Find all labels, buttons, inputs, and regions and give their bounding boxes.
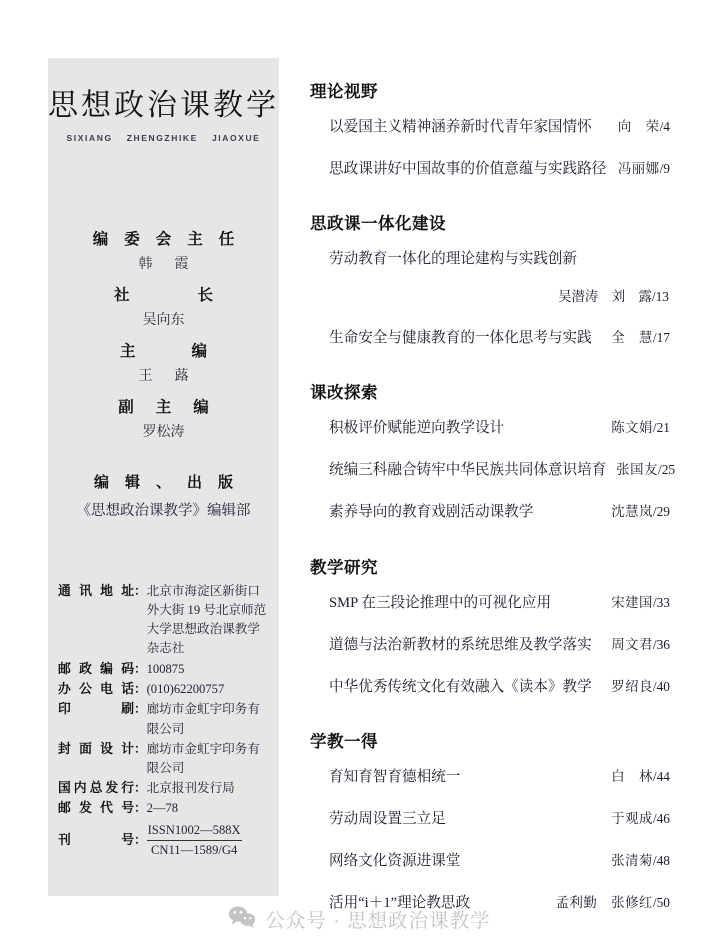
- entry-page: /: [659, 161, 664, 177]
- toc-entry[interactable]: [310, 460, 676, 481]
- contact-row-postcode: [58, 660, 267, 679]
- staff-role-deputy-editor: 副 主 编: [118, 399, 209, 416]
- contact-value-cover-design: [147, 740, 267, 778]
- entry-meta: [611, 677, 670, 696]
- toc-entry[interactable]: [310, 418, 670, 439]
- contact-value-printing: [147, 700, 267, 738]
- masthead: [48, 58, 279, 143]
- entry-page-number: 44: [656, 769, 670, 784]
- entry-page: /: [651, 289, 656, 305]
- entry-meta: [611, 809, 670, 828]
- contact-row-cover-design: [58, 740, 267, 778]
- wechat-account-badge[interactable]: [228, 905, 490, 934]
- publisher-label: 编 辑 、 出 版: [93, 475, 234, 491]
- section-title-learning-notes: 学教一得: [310, 733, 378, 751]
- pinyin-word-2: ZHENGZHIKE: [126, 133, 198, 143]
- section-title-teaching-research: 教学研究: [310, 558, 378, 577]
- cn-number: CN11—1589/G4: [150, 842, 238, 857]
- entry-author: 陈文娟: [611, 420, 653, 436]
- magazine-pinyin-subtitle: [48, 133, 279, 143]
- entry-page: /: [652, 594, 657, 610]
- entry-title: 网络文化资源进课堂: [329, 853, 461, 870]
- staff-role-editor-in-chief: 主 编: [119, 343, 208, 360]
- magazine-info-panel: [48, 58, 279, 896]
- contact-colon: ：: [134, 661, 147, 676]
- entry-page-number: 46: [656, 811, 670, 827]
- toc-entry[interactable]: [310, 117, 670, 138]
- entry-title: 劳动周设置三立足: [329, 811, 446, 828]
- printing-line-2: 限公司: [146, 721, 185, 736]
- entry-meta: [616, 460, 675, 479]
- entry-meta: [611, 502, 670, 521]
- contact-row-serial-number: [58, 822, 267, 860]
- contact-key-distributor: 国 内 总 发 行: [58, 781, 134, 795]
- entry-page: /: [657, 462, 662, 478]
- toc-entry[interactable]: [310, 851, 670, 872]
- entry-page-number: 25: [661, 462, 676, 478]
- entry-title: 以爱国主义精神涵养新时代青年家国情怀: [329, 119, 592, 135]
- entry-page-number: 21: [656, 420, 670, 436]
- cover-design-line-1: 廊坊市金虹宇印务有: [146, 741, 260, 756]
- entry-page: /: [652, 853, 657, 869]
- toc-section: [310, 728, 670, 915]
- entry-title: 素养导向的教育戏剧活动课教学: [329, 504, 534, 521]
- entry-title: 中华优秀传统文化有效融入《读本》教学: [329, 678, 592, 695]
- contact-key-printing: 印 刷: [58, 702, 134, 717]
- footer-banner: [0, 898, 719, 940]
- entry-author: 周文君: [611, 636, 653, 652]
- contact-row-printing: [58, 700, 267, 738]
- address-line-4: 杂志社: [146, 641, 185, 656]
- toc-entry[interactable]: [310, 593, 670, 614]
- entry-meta: [611, 851, 670, 870]
- publisher-block: [48, 471, 279, 520]
- wechat-icon: [228, 905, 256, 934]
- entry-author: 宋建国: [611, 594, 653, 610]
- section-title-integration: 思政课一体化建设: [310, 215, 446, 234]
- contact-value-distributor: 北京报刊发行局: [146, 781, 235, 795]
- entry-author: 张清菊: [611, 853, 653, 869]
- contact-key-postal-code-number: 邮 发 代 号: [58, 801, 134, 816]
- entry-page-number: 36: [656, 636, 670, 652]
- section-title-reform: 课改探索: [310, 384, 378, 403]
- entry-page: /: [652, 420, 657, 436]
- entry-page: /: [652, 895, 657, 911]
- toc-section: [310, 554, 670, 698]
- entry-page-number: 50: [656, 895, 670, 911]
- entry-page-number: 29: [656, 504, 670, 520]
- toc-section: [310, 210, 670, 349]
- magazine-title: 思想政治课教学: [48, 89, 279, 122]
- entry-meta: [618, 117, 670, 136]
- contact-colon: ：: [134, 584, 147, 598]
- address-line-1: 北京市海淀区新街口: [146, 584, 260, 598]
- entry-author: 罗绍良: [611, 678, 653, 694]
- contact-colon: ：: [134, 682, 147, 696]
- contact-value-serial-number: [147, 822, 267, 860]
- toc-entry[interactable]: [310, 635, 670, 656]
- toc-entry[interactable]: [310, 328, 670, 349]
- entry-page: /: [652, 769, 657, 784]
- entry-title: SMP 在三段论推理中的可视化应用: [329, 594, 552, 611]
- entry-meta: [611, 418, 670, 437]
- entry-title: 生命安全与健康教育的一体化思考与实践: [329, 329, 592, 346]
- contact-colon: ：: [134, 833, 147, 848]
- pinyin-word-3: JIAOXUE: [211, 133, 261, 143]
- serial-number-fraction: [147, 822, 242, 859]
- entry-page-number: 9: [663, 161, 670, 177]
- contact-key-postcode: 邮 政 编 码: [58, 661, 134, 676]
- entry-title: 劳动教育一体化的理论建构与实践创新: [329, 251, 578, 268]
- contact-row-postal-code-number: [58, 799, 267, 818]
- entry-title: 思政课讲好中国故事的价值意蕴与实践路径: [329, 161, 607, 178]
- contact-key-cover-design: 封 面 设 计: [58, 741, 134, 756]
- address-line-2: 外大街 19 号北京师范: [146, 603, 267, 618]
- contact-key-phone: 办 公 电 话: [58, 682, 134, 696]
- entry-meta: [611, 767, 670, 786]
- entry-page: /: [652, 329, 657, 345]
- entry-title: 积极评价赋能逆向教学设计: [329, 420, 505, 437]
- entry-page: /: [659, 119, 664, 134]
- contact-value-phone: (010)62200757: [146, 682, 225, 696]
- entry-page-number: 4: [663, 119, 670, 134]
- entry-author: 孟利勤 张修红: [555, 895, 653, 911]
- staff-role-chairman: 编 委 会 主 任: [92, 231, 235, 248]
- contact-colon: ：: [134, 781, 147, 795]
- contact-row-address: [58, 582, 267, 659]
- entry-author: 全 慧: [611, 329, 653, 345]
- contact-row-phone: [58, 680, 267, 699]
- toc-entry[interactable]: [310, 809, 670, 830]
- staff-name-chairman: 韩 霞: [138, 257, 189, 272]
- toc-entry[interactable]: [310, 159, 670, 180]
- toc-section: [310, 379, 676, 523]
- footer-text: 公众号 · 思想政治课教学: [265, 910, 491, 932]
- entry-author: 张国友: [616, 462, 658, 478]
- entry-title: 活用“i＋1”理论教思政: [329, 895, 471, 912]
- entry-page: /: [652, 678, 657, 694]
- contact-key-serial-number: 刊 号: [58, 833, 134, 848]
- publisher-name: 《思想政治课教学》编辑部: [76, 503, 251, 519]
- contact-row-distributor: [58, 779, 267, 798]
- entry-author: 吴潜涛 刘 露: [558, 289, 652, 305]
- contact-colon: ：: [134, 741, 147, 756]
- entry-page-number: 17: [656, 329, 670, 345]
- entry-page: /: [652, 504, 657, 520]
- staff-name-deputy-editor: 罗松涛: [142, 425, 185, 440]
- entry-page: /: [652, 636, 657, 652]
- contact-value-address: [147, 582, 267, 659]
- cover-design-line-2: 限公司: [146, 760, 185, 775]
- entry-meta: [611, 593, 670, 612]
- issn-number: ISSN1002—588X: [147, 822, 242, 841]
- pinyin-word-1: SIXIANG: [66, 133, 113, 143]
- entry-meta: [611, 635, 670, 654]
- entry-author: 白 林: [611, 769, 653, 784]
- entry-page: /: [652, 811, 657, 827]
- entry-title: 统编三科融合铸牢中华民族共同体意识培育: [329, 462, 607, 479]
- toc-section: [310, 78, 670, 180]
- contact-colon: ：: [134, 801, 147, 816]
- entry-title: 育知育智育德相统一: [329, 769, 461, 785]
- address-line-3: 大学思想政治课教学: [146, 622, 260, 637]
- entry-title: 道德与法治新教材的系统思维及教学落实: [329, 636, 592, 653]
- entry-meta: [618, 159, 670, 178]
- entry-meta: [611, 328, 670, 347]
- entry-page-number: 48: [656, 853, 670, 869]
- toc-entry[interactable]: [310, 249, 670, 307]
- contact-value-postal-code-number: 2—78: [146, 801, 179, 816]
- printing-line-1: 廊坊市金虹宇印务有: [146, 702, 260, 717]
- staff-role-publisher: 社 长: [113, 287, 214, 304]
- toc-entry[interactable]: [310, 502, 670, 523]
- entry-author: 于观成: [611, 811, 653, 827]
- editorial-staff-list: [48, 227, 279, 441]
- contact-key-address: 通 讯 地 址: [58, 584, 134, 598]
- entry-author: 向 荣: [617, 119, 660, 134]
- entry-page-number: 33: [656, 594, 670, 610]
- toc-entry[interactable]: [310, 677, 670, 698]
- contact-info-table: [48, 582, 279, 860]
- entry-author: 沈慧岚: [611, 504, 653, 520]
- section-title-theory: 理论视野: [310, 83, 378, 101]
- entry-meta: [329, 287, 670, 306]
- entry-page-number: 40: [656, 678, 670, 694]
- contact-colon: ：: [134, 702, 147, 717]
- toc-entry[interactable]: [310, 767, 670, 788]
- contact-value-postcode: 100875: [146, 661, 185, 676]
- staff-name-publisher: 吴向东: [142, 313, 185, 328]
- staff-name-editor-in-chief: 王 蕗: [138, 369, 189, 384]
- entry-page-number: 13: [655, 289, 669, 305]
- entry-author: 冯丽娜: [617, 161, 660, 177]
- table-of-contents: [310, 78, 676, 936]
